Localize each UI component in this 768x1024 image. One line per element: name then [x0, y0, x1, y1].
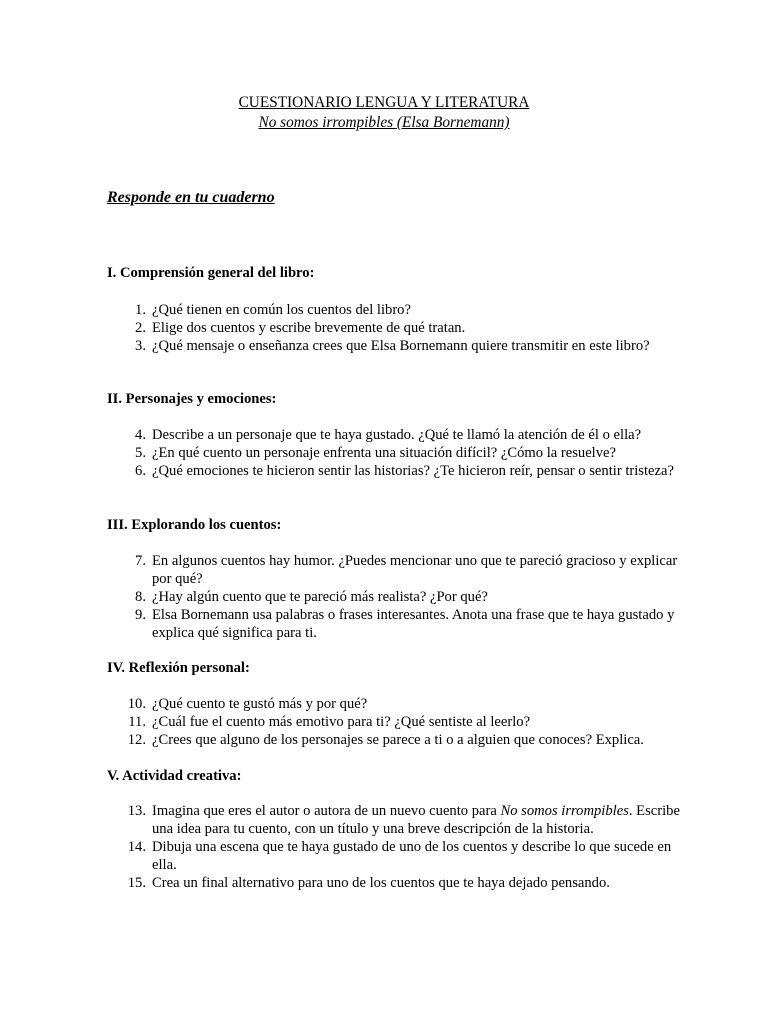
question-text-before: Imagina que eres el autor o autora de un nuevo cuento para	[152, 803, 501, 819]
question-text: Describe a un personaje que te haya gustado. ¿Qué te llamó la atención de él o ella?	[152, 427, 642, 443]
section-title-reflexion: IV. Reflexión personal:	[107, 660, 250, 676]
question-number: 14.	[127, 839, 146, 855]
question-text: Elige dos cuentos y escribe brevemente de qué tratan.	[152, 320, 466, 336]
question-text: ¿Qué tienen en común los cuentos del libro?	[152, 302, 411, 318]
header	[0, 93, 768, 133]
question-number: 3.	[135, 338, 146, 354]
section-title-personajes: II. Personajes y emociones:	[107, 391, 277, 407]
question-list-comprension	[107, 301, 687, 355]
question-item	[107, 874, 687, 892]
question-number: 7.	[135, 553, 146, 569]
question-number: 6.	[135, 463, 146, 479]
question-text: ¿Crees que alguno de los personajes se parece a ti o a alguien que conoces? Explica.	[152, 732, 644, 748]
question-list-personajes	[107, 426, 687, 480]
question-item	[107, 731, 687, 749]
question-list-reflexion	[107, 695, 687, 749]
question-item	[107, 319, 687, 337]
question-item	[107, 588, 687, 606]
question-item	[107, 606, 687, 642]
question-item	[107, 462, 687, 480]
question-number: 11.	[128, 714, 146, 730]
document-subtitle: No somos irrompibles (Elsa Bornemann)	[258, 114, 510, 131]
question-text: ¿Qué emociones te hicieron sentir las historias? ¿Te hicieron reír, pensar o sentir tristeza?	[152, 463, 674, 479]
question-text-after: . Escribe una idea para tu cuento, con un título y una breve descripción de la historia.	[152, 803, 680, 837]
section-title-explorando: III. Explorando los cuentos:	[107, 517, 282, 533]
question-number: 2.	[135, 320, 146, 336]
question-number: 12.	[127, 732, 146, 748]
question-item	[107, 838, 687, 874]
question-item	[107, 426, 687, 444]
question-text: Elsa Bornemann usa palabras o frases interesantes. Anota una frase que te haya gustado y explica qué significa para ti.	[152, 607, 675, 641]
question-text: Dibuja una escena que te haya gustado de uno de los cuentos y describe lo que sucede en ella.	[152, 839, 672, 873]
book-title-italic: No somos irrompibles	[500, 803, 629, 819]
instruction-text: Responde en tu cuaderno	[107, 189, 275, 206]
question-text: ¿Hay algún cuento que te pareció más realista? ¿Por qué?	[152, 589, 488, 605]
document-title: CUESTIONARIO LENGUA Y LITERATURA	[238, 94, 530, 111]
question-text: ¿En qué cuento un personaje enfrenta una situación difícil? ¿Cómo la resuelve?	[152, 445, 616, 461]
question-number: 10.	[127, 696, 146, 712]
question-item	[107, 301, 687, 319]
question-number: 4.	[135, 427, 146, 443]
question-number: 15.	[127, 875, 146, 891]
question-item	[107, 695, 687, 713]
question-list-actividad	[107, 802, 687, 892]
question-text: ¿Qué mensaje o enseñanza crees que Elsa Bornemann quiere transmitir en este libro?	[152, 338, 650, 354]
question-text: Crea un final alternativo para uno de los cuentos que te haya dejado pensando.	[152, 875, 610, 891]
question-item	[107, 444, 687, 462]
question-text: ¿Qué cuento te gustó más y por qué?	[152, 696, 368, 712]
section-title-actividad: V. Actividad creativa:	[107, 768, 242, 784]
question-item	[107, 713, 687, 731]
question-number: 1.	[135, 302, 146, 318]
question-item	[107, 337, 687, 355]
question-item	[107, 552, 687, 588]
question-list-explorando	[107, 552, 687, 642]
question-number: 5.	[135, 445, 146, 461]
question-text: En algunos cuentos hay humor. ¿Puedes mencionar uno que te pareció gracioso y explicar por qué?	[152, 553, 678, 587]
question-text: ¿Cuál fue el cuento más emotivo para ti? ¿Qué sentiste al leerlo?	[152, 714, 531, 730]
question-number: 9.	[135, 607, 146, 623]
question-number: 8.	[135, 589, 146, 605]
section-title-comprension: I. Comprensión general del libro:	[107, 265, 315, 281]
question-number: 13.	[127, 803, 146, 819]
question-item	[107, 802, 687, 838]
